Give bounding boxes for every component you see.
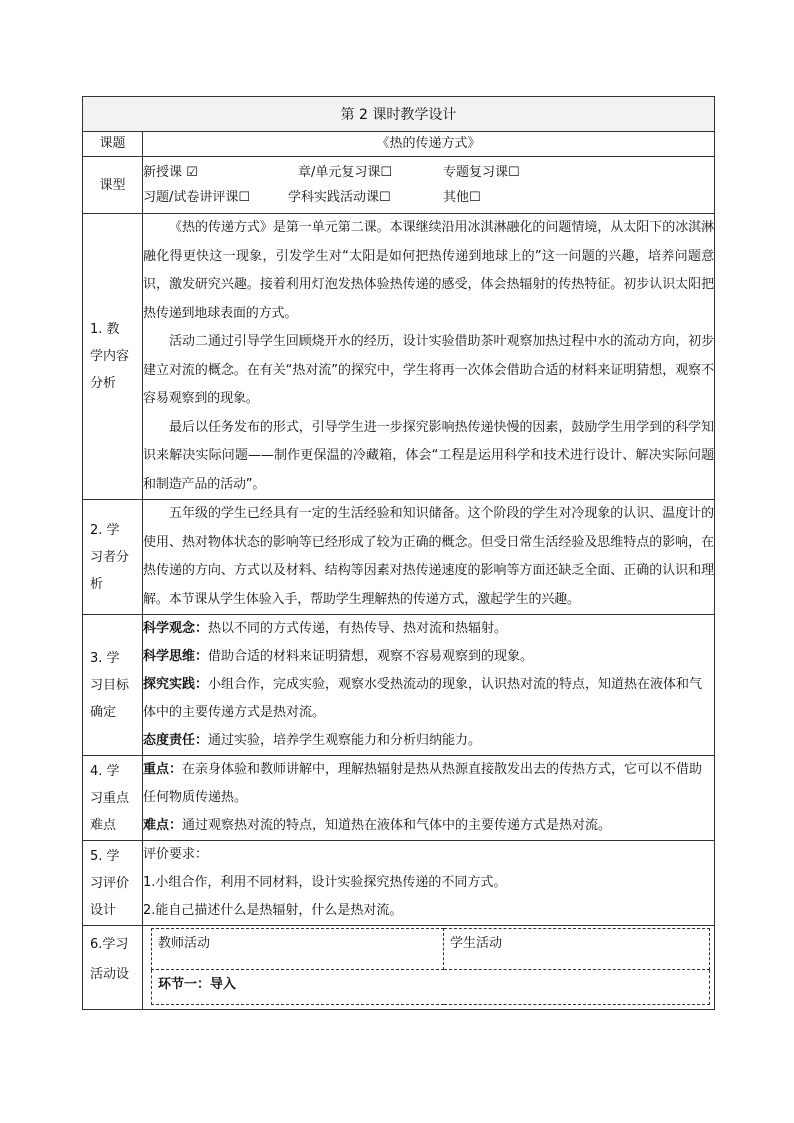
activity-header-row (152, 929, 710, 970)
objective-item (143, 671, 714, 727)
key-point-text: 通过观察热对流的特点，知道热在液体和气体中的主要传递方式是热对流。 (182, 818, 612, 833)
label-line: 活动设 (90, 967, 130, 982)
label-line: 确定 (90, 704, 117, 720)
objective-text: 热以不同的方式传递，有热传导、热对流和热辐射。 (208, 621, 508, 636)
teacher-activity-header: 教师活动 (152, 929, 444, 970)
option-exercise-review[interactable]: 习题/试卷讲评课☐ (143, 190, 251, 205)
label-line: 习评价 (90, 875, 130, 891)
label-line: 分析 (90, 376, 117, 391)
objectives-row (83, 615, 715, 756)
key-point-key: 重点： (143, 762, 183, 777)
label-line: 难点 (90, 817, 117, 833)
label-line: 6.学习 (90, 937, 129, 952)
option-unit-review[interactable]: 章/单元复习课☐ (298, 165, 393, 180)
label-line: 4. 学 (90, 763, 120, 779)
page-title: 第 2 课时教学设计 (83, 97, 715, 132)
course-type-row (83, 157, 715, 214)
evaluation-text (143, 841, 715, 926)
objective-key: 科学思维： (143, 649, 209, 664)
lesson-plan-table (82, 96, 715, 1010)
key-points-row (83, 756, 715, 841)
key-points-text (143, 756, 715, 841)
content-paragraph: 《热的传递方式》是第一单元第二课。本课继续沿用冰淇淋融化的问题情境，从太阳下的冰淇淋融化得更快这一现象，引发学生对“太阳是如何把热传递到地球上的”这一问题的兴趣，培养问题意识，激发研究兴趣。接着利用灯泡发热体验热传递的感受，体会热辐射的传热特征。初步认识太阳把热传递到地球表面的方式。 (143, 220, 714, 321)
evaluation-item: 1.小组合作，利用不同材料，设计实验探究热传递的不同方式。 (143, 875, 507, 890)
evaluation-label (83, 841, 143, 926)
content-analysis-label (83, 214, 143, 500)
label-line: 1. 教 (90, 322, 120, 337)
key-point-item (143, 812, 714, 840)
course-type-line-1 (143, 160, 714, 185)
label-line: 析 (90, 576, 104, 592)
objectives-text (143, 615, 715, 756)
evaluation-heading: 评价要求： (143, 847, 209, 862)
activities-row (83, 926, 715, 1010)
label-line: 习者分 (90, 549, 130, 565)
activities-content (143, 926, 715, 1010)
objective-key: 科学观念： (143, 621, 209, 636)
course-type-line-2 (143, 185, 714, 210)
content-analysis-row (83, 214, 715, 500)
option-other[interactable]: 其他☐ (443, 190, 481, 205)
objective-key: 态度责任： (143, 733, 209, 748)
objectives-label (83, 615, 143, 756)
student-activity-header: 学生活动 (444, 929, 710, 970)
course-type-label: 课型 (83, 157, 143, 214)
course-type-options (143, 157, 715, 214)
key-point-text: 在亲身体验和教师讲解中，理解热辐射是热从热源直接散发出去的传热方式，它可以不借助任何物质传递热。 (143, 762, 703, 805)
evaluation-row (83, 841, 715, 926)
objective-text: 小组合作，完成实验，观察水受热流动的现象，认识热对流的特点，知道热在液体和气体中的主要传递方式是热对流。 (143, 677, 703, 720)
objective-item (143, 727, 714, 755)
option-practice-activity[interactable]: 学科实践活动课☐ (288, 190, 391, 205)
topic-row (83, 132, 715, 157)
content-paragraph: 活动二通过引导学生回顾烧开水的经历，设计实验借助茶叶观察加热过程中水的流动方向，初步建立对流的概念。在有关“热对流”的探究中，学生将再一次体会借助合适的材料来证明猜想，观察不容易观察到的现象。 (143, 334, 714, 406)
label-line: 2. 学 (90, 522, 120, 538)
label-line: 习重点 (90, 790, 130, 806)
evaluation-item: 2.能自己描述什么是热辐射，什么是热对流。 (143, 903, 403, 918)
topic-label: 课题 (83, 132, 143, 157)
label-line: 5. 学 (90, 848, 120, 864)
learner-analysis-row (83, 500, 715, 615)
activity-table (151, 928, 710, 1005)
objective-key: 探究实践： (143, 677, 209, 692)
learner-analysis-label (83, 500, 143, 615)
objective-text: 通过实验，培养学生观察能力和分析归纳能力。 (208, 733, 482, 748)
label-line: 设计 (90, 902, 117, 918)
content-analysis-text (143, 214, 715, 500)
key-point-key: 难点： (143, 818, 183, 833)
label-line: 习目标 (90, 677, 130, 693)
key-points-label (83, 756, 143, 841)
activity-segment-row (152, 970, 710, 1005)
option-new-lesson[interactable]: 新授课 ☑ (143, 165, 198, 180)
label-line: 3. 学 (90, 650, 120, 666)
topic-value: 《热的传递方式》 (143, 132, 715, 157)
option-topic-review[interactable]: 专题复习课☐ (443, 165, 520, 180)
objective-text: 借助合适的材料来证明猜想，观察不容易观察到的现象。 (208, 649, 534, 664)
segment-title: 环节一：导入 (152, 970, 710, 1005)
label-line: 学内容 (90, 349, 130, 364)
title-row (83, 97, 715, 132)
learner-paragraph: 五年级的学生已经具有一定的生活经验和知识储备。这个阶段的学生对冷现象的认识、温度计的使用、热对物体状态的影响等已经形成了较为正确的概念。但受日常生活经验及思维特点的影响，在热传递的方向、方式以及材料、结构等因素对热传递速度的影响等方面还缺乏全面、正确的认识和理解。本节课从学生体验入手，帮助学生理解热的传递方式，激起学生的兴趣。 (143, 506, 714, 607)
activities-label (83, 926, 143, 1010)
key-point-item (143, 756, 714, 812)
learner-analysis-text (143, 500, 715, 615)
content-paragraph: 最后以任务发布的形式，引导学生进一步探究影响热传递快慢的因素，鼓励学生用学到的科学知识来解决实际问题——制作更保温的冷藏箱，体会“工程是运用科学和技术进行设计、解决实际问题和制造产品的活动”。 (143, 419, 714, 492)
objective-item (143, 615, 714, 643)
objective-item (143, 643, 714, 671)
